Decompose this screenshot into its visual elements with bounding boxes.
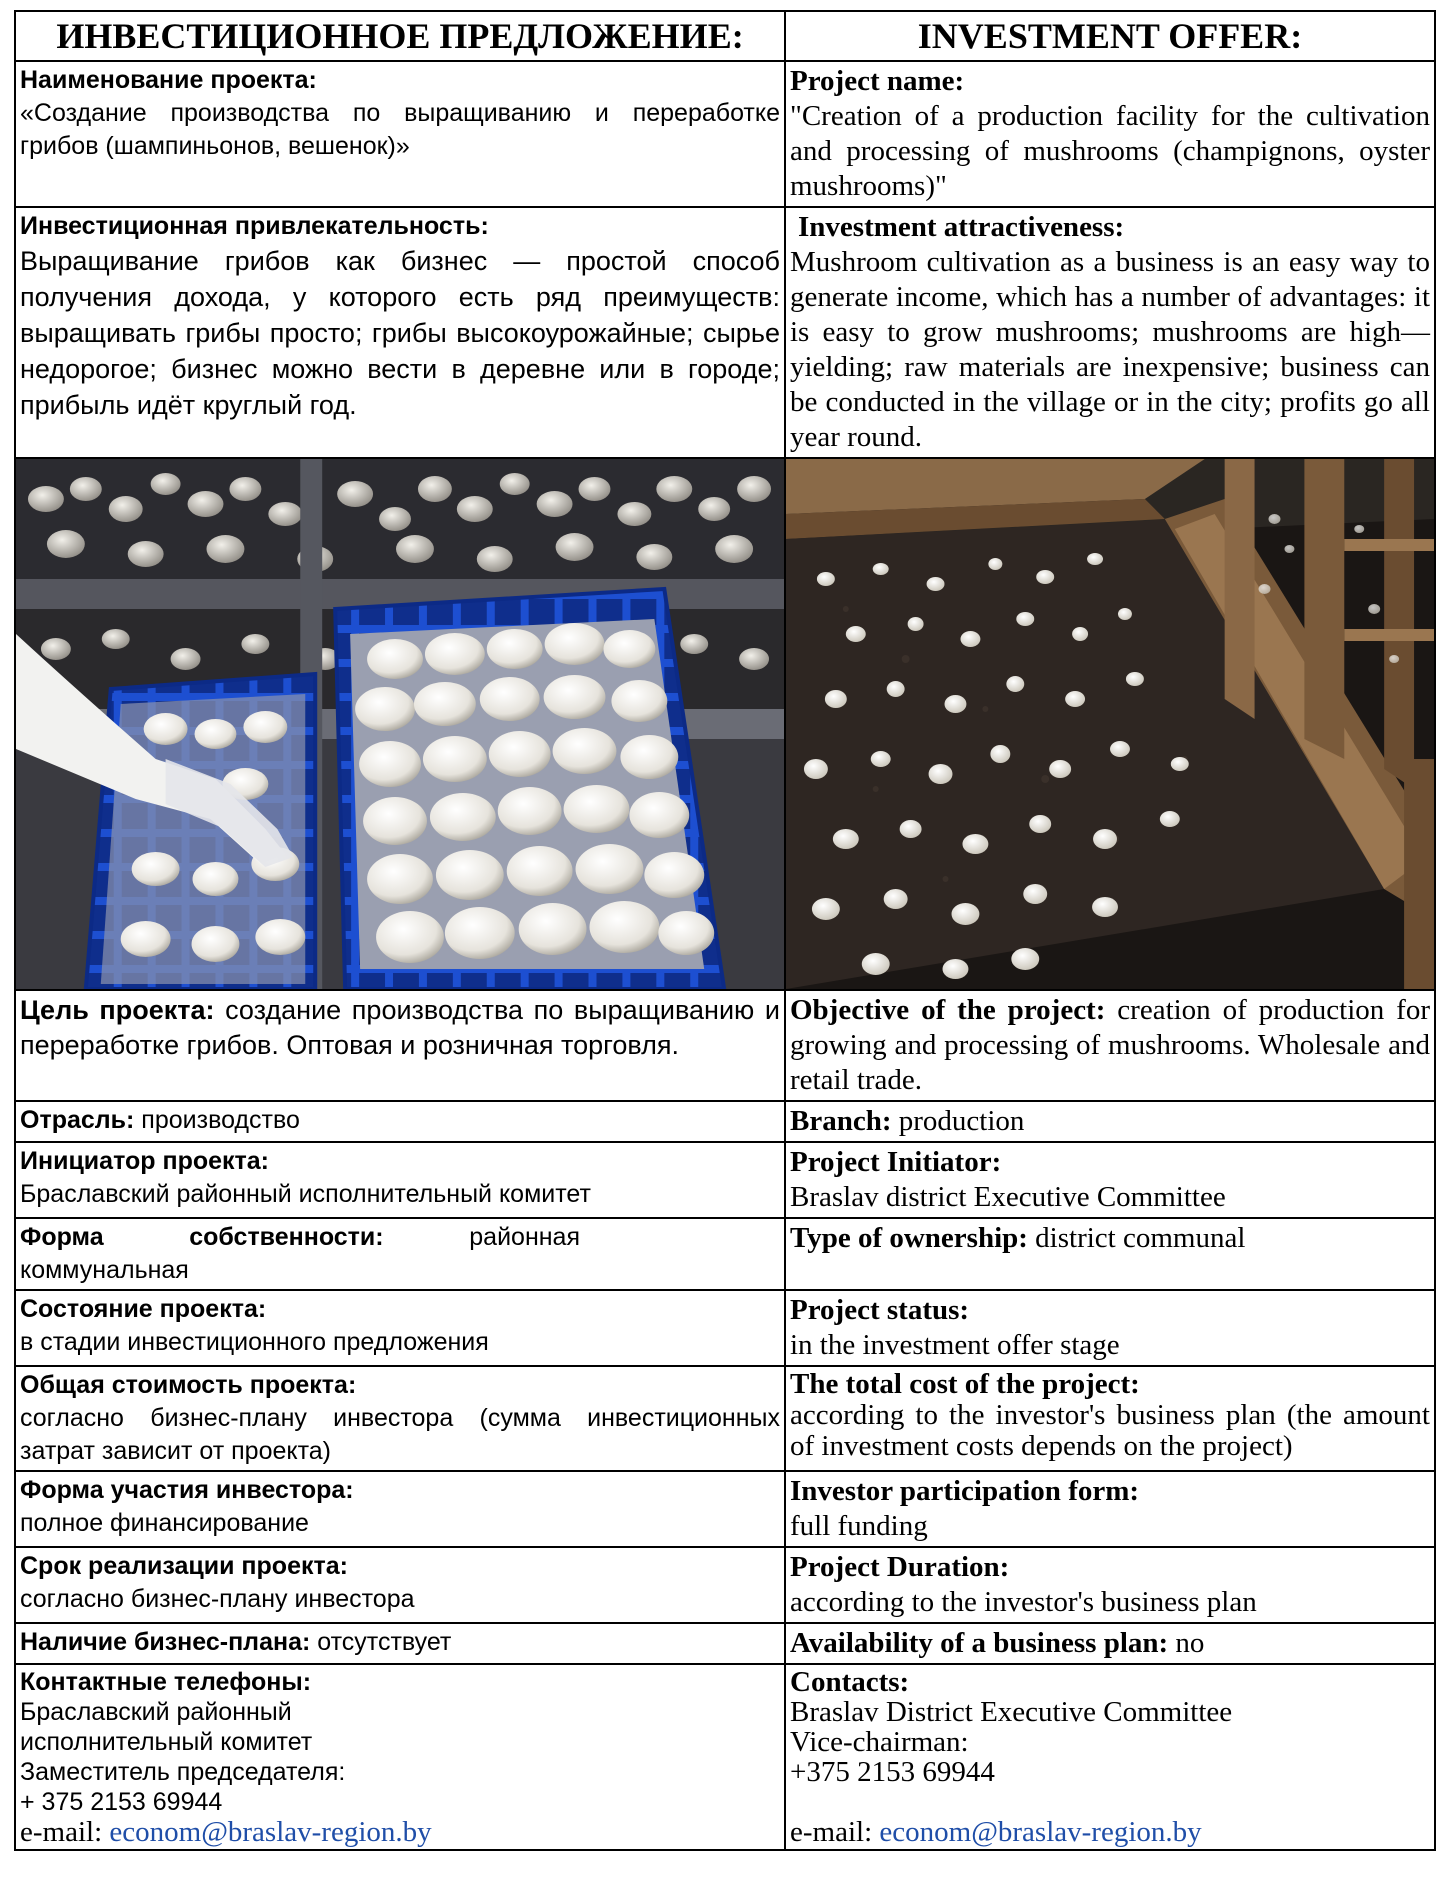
duration-row <box>15 1547 1435 1623</box>
project-name-ru-value: «Создание производства по выращиванию и переработке грибов (шампиньонов, вешенок)» <box>20 99 780 160</box>
status-ru-label: Состояние проекта: <box>20 1295 267 1323</box>
photos-row <box>15 458 1435 990</box>
branch-ru-value: производство <box>141 1106 300 1134</box>
ownership-ru-cell <box>15 1218 785 1290</box>
attractiveness-en-cell <box>785 207 1435 458</box>
project-name-en-label: Project name: <box>790 65 965 97</box>
initiator-en-cell <box>785 1142 1435 1218</box>
cost-en-value: according to the investor's business plan (the amount of investment costs depends on the project) <box>790 1399 1430 1462</box>
cost-ru-cell <box>15 1366 785 1471</box>
participation-ru-value: полное финансирование <box>20 1509 309 1537</box>
ownership-en-value: district communal <box>1035 1222 1246 1254</box>
branch-ru-cell <box>15 1101 785 1142</box>
contacts-en-line: Braslav District Executive Committee <box>790 1696 1233 1728</box>
duration-en-cell <box>785 1547 1435 1623</box>
photo-right <box>785 458 1435 990</box>
attractiveness-ru-cell <box>15 207 785 458</box>
ownership-en-cell <box>785 1218 1435 1290</box>
business-plan-ru-value: отсутствует <box>317 1628 452 1656</box>
mushroom-shelves-photo <box>786 459 1434 989</box>
attractiveness-row <box>15 207 1435 458</box>
contacts-ru-line: Заместитель председателя: <box>20 1758 346 1786</box>
initiator-ru-value: Браславский районный исполнительный комитет <box>20 1180 591 1208</box>
branch-en-value: production <box>898 1105 1025 1137</box>
contacts-ru-line: исполнительный комитет <box>20 1728 313 1756</box>
business-plan-en-value: no <box>1175 1627 1205 1659</box>
contacts-en-phone: +375 2153 69944 <box>790 1756 995 1788</box>
duration-ru-cell <box>15 1547 785 1623</box>
objective-ru-value: создание производства по выращиванию и переработке грибов. Оптовая и розничная торговля. <box>20 995 780 1060</box>
participation-ru-label: Форма участия инвестора: <box>20 1476 354 1504</box>
status-row <box>15 1290 1435 1366</box>
email-link[interactable]: econom@braslav-region.by <box>109 1816 432 1848</box>
participation-en-value: full funding <box>790 1510 928 1542</box>
objective-en-cell <box>785 990 1435 1101</box>
duration-en-value: according to the investor's business plan <box>790 1586 1257 1618</box>
status-ru-cell <box>15 1290 785 1366</box>
participation-en-cell <box>785 1471 1435 1547</box>
status-en-value: in the investment offer stage <box>790 1329 1120 1361</box>
project-name-en-cell <box>785 61 1435 207</box>
participation-ru-cell <box>15 1471 785 1547</box>
photo-left <box>15 458 785 990</box>
attractiveness-ru-value: Выращивание грибов как бизнес — простой способ получения дохода, у которого есть ряд преимуществ: выращивать грибы просто; грибы высокоурожайные; сырье недорогое; бизнес можно вести в деревне или в городе; прибыль идёт круглый год. <box>20 246 780 420</box>
branch-en-cell <box>785 1101 1435 1142</box>
attractiveness-en-label: Investment attractiveness: <box>798 211 1125 243</box>
cost-en-cell <box>785 1366 1435 1471</box>
branch-row <box>15 1101 1435 1142</box>
contacts-en-label: Contacts: <box>790 1666 910 1698</box>
branch-ru-label: Отрасль: <box>20 1106 135 1134</box>
email-prefix: e-mail: <box>20 1816 110 1848</box>
initiator-en-label: Project Initiator: <box>790 1146 1002 1178</box>
initiator-row <box>15 1142 1435 1218</box>
business-plan-ru-label: Наличие бизнес-плана: <box>20 1628 311 1656</box>
ownership-en-label: Type of ownership: <box>790 1222 1028 1254</box>
attractiveness-en-value: Mushroom cultivation as a business is an easy way to generate income, which has a number of advantages: it is easy to grow mushrooms; mushrooms are high—yielding; raw materials are inexpensive; business can be conducted in the village or in the city; profits go all year round. <box>790 246 1430 453</box>
mushroom-crates-photo <box>16 459 784 989</box>
objective-en-label: Objective of the project: <box>790 994 1106 1026</box>
ownership-ru-value: районная коммунальная <box>20 1223 580 1284</box>
cost-en-label: The total cost of the project: <box>790 1368 1140 1400</box>
header-row <box>15 11 1435 61</box>
contacts-ru-phone: + 375 2153 69944 <box>20 1788 223 1816</box>
cost-row <box>15 1366 1435 1471</box>
status-en-cell <box>785 1290 1435 1366</box>
contacts-ru-label: Контактные телефоны: <box>20 1668 312 1696</box>
contacts-en-email-line <box>790 1817 1430 1847</box>
cost-ru-value: согласно бизнес-плану инвестора (сумма инвестиционных затрат зависит от проекта) <box>20 1404 780 1465</box>
objective-en-value: creation of production for growing and processing of mushrooms. Wholesale and retail trade. <box>790 994 1430 1096</box>
business-plan-row <box>15 1623 1435 1664</box>
contacts-en-cell <box>785 1664 1435 1850</box>
initiator-en-value: Braslav district Executive Committee <box>790 1181 1226 1213</box>
email-link[interactable]: econom@braslav-region.by <box>879 1816 1202 1848</box>
contacts-ru-line: Браславский районный <box>20 1698 292 1726</box>
branch-en-label: Branch: <box>790 1105 892 1137</box>
objective-ru-label: Цель проекта: <box>20 995 215 1025</box>
status-en-label: Project status: <box>790 1294 970 1326</box>
business-plan-en-label: Availability of a business plan: <box>790 1627 1169 1659</box>
contacts-row <box>15 1664 1435 1850</box>
contacts-en-line: Vice-chairman: <box>790 1726 969 1758</box>
investment-offer-table <box>14 10 1436 1851</box>
contacts-ru-cell <box>15 1664 785 1850</box>
attractiveness-ru-label: Инвестиционная привлекательность: <box>20 212 489 240</box>
objective-ru-cell <box>15 990 785 1101</box>
ownership-ru-label: Форма собственности: <box>20 1223 384 1251</box>
initiator-ru-label: Инициатор проекта: <box>20 1147 270 1175</box>
email-prefix: e-mail: <box>790 1816 880 1848</box>
project-name-ru-label: Наименование проекта: <box>20 66 317 94</box>
cost-ru-label: Общая стоимость проекта: <box>20 1371 357 1399</box>
ownership-ru-line <box>20 1221 580 1287</box>
project-name-ru-cell <box>15 61 785 207</box>
investment-offer-document <box>14 10 1434 1851</box>
objective-row <box>15 990 1435 1101</box>
business-plan-en-cell <box>785 1623 1435 1664</box>
project-name-row <box>15 61 1435 207</box>
participation-en-label: Investor participation form: <box>790 1475 1140 1507</box>
duration-en-label: Project Duration: <box>790 1551 1010 1583</box>
contacts-ru-email-line <box>20 1817 780 1847</box>
duration-ru-value: согласно бизнес-плану инвестора <box>20 1585 415 1613</box>
initiator-ru-cell <box>15 1142 785 1218</box>
header-en: INVESTMENT OFFER: <box>785 11 1435 61</box>
contacts-en-spacer <box>790 1787 1430 1817</box>
duration-ru-label: Срок реализации проекта: <box>20 1552 348 1580</box>
header-ru: ИНВЕСТИЦИОННОЕ ПРЕДЛОЖЕНИЕ: <box>15 11 785 61</box>
project-name-en-value: "Creation of a production facility for the cultivation and processing of mushrooms (champignons, oyster mushrooms)" <box>790 100 1430 202</box>
ownership-row <box>15 1218 1435 1290</box>
status-ru-value: в стадии инвестиционного предложения <box>20 1328 489 1356</box>
participation-row <box>15 1471 1435 1547</box>
business-plan-ru-cell <box>15 1623 785 1664</box>
